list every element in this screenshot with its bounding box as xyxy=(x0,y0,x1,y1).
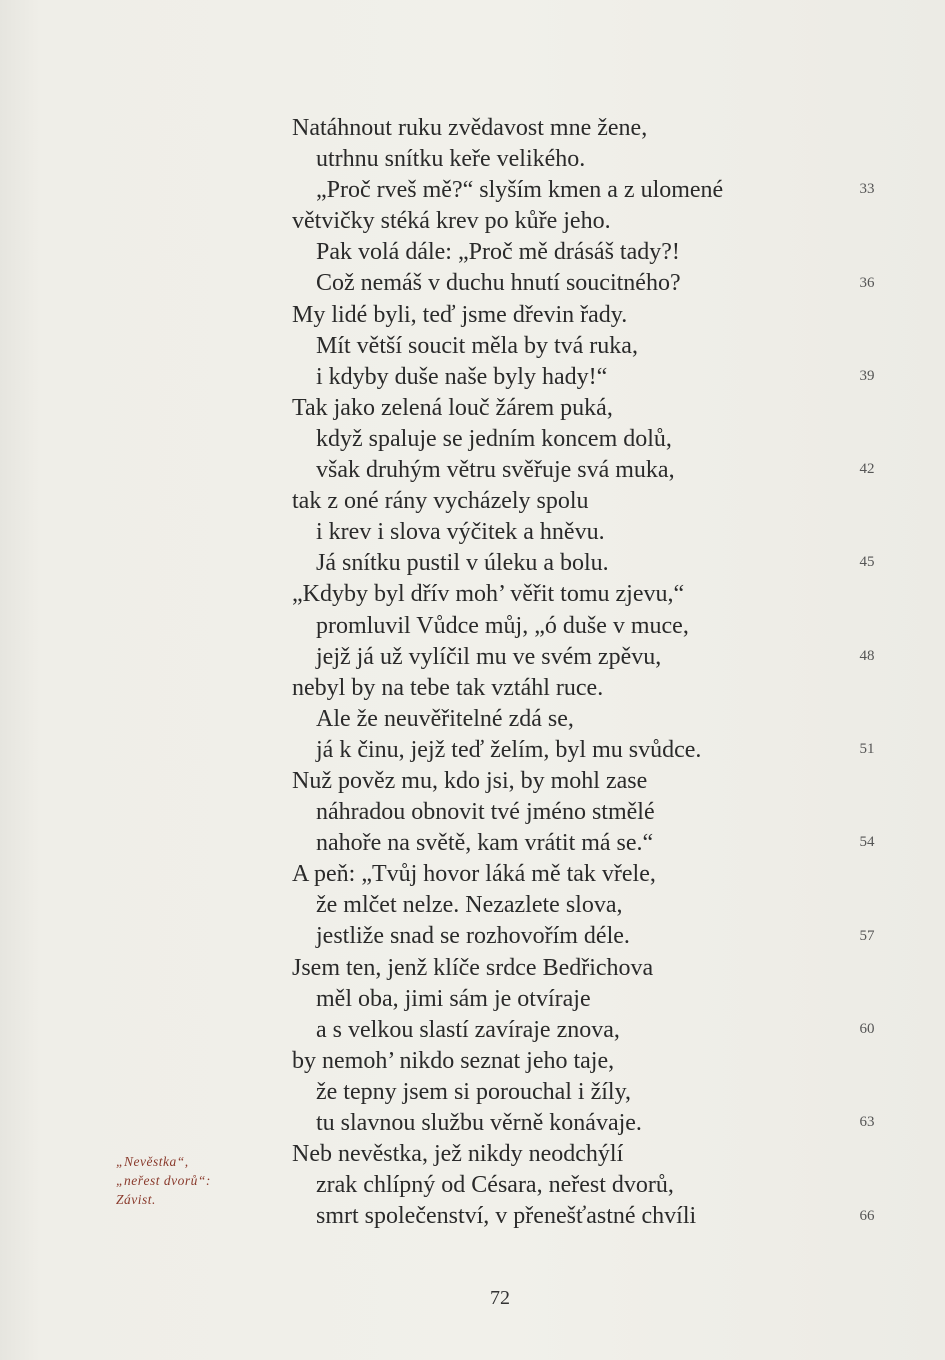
line-number: 48 xyxy=(859,647,875,664)
verse-line: i kdyby duše naše byly hady!“ xyxy=(316,363,608,390)
verse-line: že tepny jsem si porouchal i žíly, xyxy=(316,1078,632,1105)
verse-line: měl oba, jimi sám je otvíraje xyxy=(316,985,591,1012)
verse-line: já k činu, jejž teď želím, byl mu svůdce. xyxy=(316,736,702,763)
verse-line: promluvil Vůdce můj, „ó duše v muce, xyxy=(316,612,689,639)
line-number: 51 xyxy=(859,741,875,757)
verse-line: Já snítku pustil v úleku a bolu. xyxy=(316,550,609,577)
verse-line: Jsem ten, jenž klíče srdce Bedřichova xyxy=(292,954,654,981)
verse-line: zrak chlípný od Césara, neřest dvorů, xyxy=(316,1172,674,1199)
line-number: 66 xyxy=(859,1207,875,1224)
verse-line: když spaluje se jedním koncem dolů, xyxy=(316,425,672,452)
verse-line: Neb nevěstka, jež nikdy neodchýlí xyxy=(292,1141,624,1168)
line-number: 36 xyxy=(859,274,875,291)
verse-line: „Proč rveš mě?“ slyším kmen a z ulomené xyxy=(316,177,724,204)
verse-line: tak z oné rány vycházely spolu xyxy=(292,488,589,515)
verse-line: „Kdyby byl dřív moh’ věřit tomu zjevu,“ xyxy=(292,581,685,608)
verse-line: A peň: „Tvůj hovor láká mě tak vřele, xyxy=(292,861,656,888)
verse-line: náhradou obnovit tvé jméno stmělé xyxy=(316,799,655,826)
verse-line: nebyl by na tebe tak vztáhl ruce. xyxy=(292,674,604,701)
line-number: 39 xyxy=(859,367,875,384)
verse-line: Ale že neuvěřitelné zdá se, xyxy=(316,705,574,732)
verse-line: jestliže snad se rozhovořím déle. xyxy=(316,923,630,950)
verse-line: Nuž pověz mu, kdo jsi, by mohl zase xyxy=(292,767,648,794)
verse-line: větvičky stéká krev po kůře jeho. xyxy=(292,208,611,235)
line-number: 45 xyxy=(859,554,875,571)
line-number: 42 xyxy=(859,461,875,478)
verse-line: Tak jako zelená louč žárem puká, xyxy=(292,394,613,421)
page-number: 72 xyxy=(490,1287,510,1309)
verse-line: Natáhnout ruku zvědavost mne žene, xyxy=(292,115,648,141)
line-number: 60 xyxy=(859,1020,875,1037)
verse-line: tu slavnou službu věrně konávaje. xyxy=(316,1110,642,1136)
line-number: 33 xyxy=(859,181,875,198)
verse-line: by nemoh’ nikdo seznat jeho taje, xyxy=(292,1047,615,1074)
verse-line: utrhnu snítku keře velikého. xyxy=(316,146,586,173)
verse-line: však druhým větru svěřuje svá muka, xyxy=(316,457,675,484)
line-number: 57 xyxy=(859,927,875,944)
line-number: 54 xyxy=(859,834,875,851)
verse-line: Což nemáš v duchu hnutí soucitného? xyxy=(316,270,681,297)
verse-line: Pak volá dále: „Proč mě drásáš tady?! xyxy=(316,239,680,266)
verse-line: a s velkou slastí zavíraje znova, xyxy=(316,1016,620,1043)
gloss-line: „Nevěstka“, xyxy=(116,1154,189,1169)
verse-line: jejž já už vylíčil mu ve svém zpěvu, xyxy=(316,643,662,670)
verse-line: nahoře na světě, kam vrátit má se.“ xyxy=(316,830,654,857)
verse-line: i krev i slova výčitek a hněvu. xyxy=(316,519,605,546)
verse-line: Mít větší soucit měla by tvá ruka, xyxy=(316,332,638,359)
gloss-line: Závist. xyxy=(116,1192,156,1207)
verse-line: smrt společenství, v přenešťastné chvíli xyxy=(316,1203,697,1230)
poem-verses xyxy=(286,113,723,1232)
margin-gloss xyxy=(116,1152,266,1209)
verse-line: že mlčet nelze. Nezazlete slova, xyxy=(316,892,623,919)
line-number: 63 xyxy=(859,1114,875,1131)
verse-line: My lidé byli, teď jsme dřevin řady. xyxy=(292,301,628,328)
gloss-line: „neřest dvorů“: xyxy=(116,1173,211,1188)
